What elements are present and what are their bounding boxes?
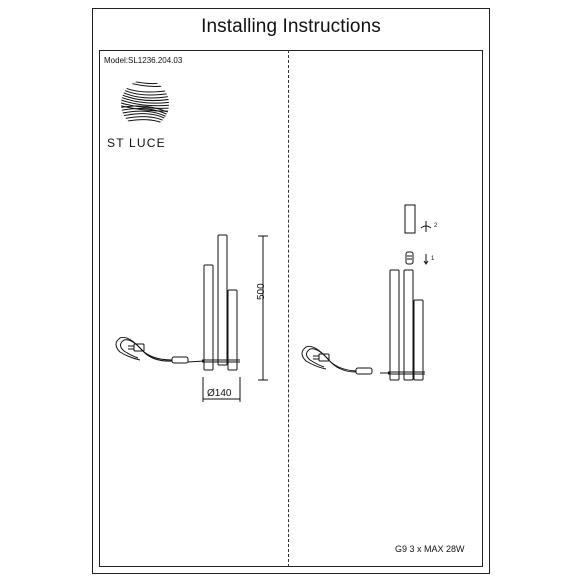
bulb-spec: G9 3 x MAX 28W xyxy=(395,544,465,554)
model-number: Model:SL1236.204.03 xyxy=(104,56,183,65)
step-2-label: 2 xyxy=(434,223,438,229)
diameter-dimension-label: Ø140 xyxy=(207,388,232,399)
brand-name: ST LUCE xyxy=(107,136,166,150)
page-title: Installing Instructions xyxy=(201,16,381,37)
height-dimension-label: 500 xyxy=(256,283,267,300)
step-1-label: 1 xyxy=(431,256,435,262)
